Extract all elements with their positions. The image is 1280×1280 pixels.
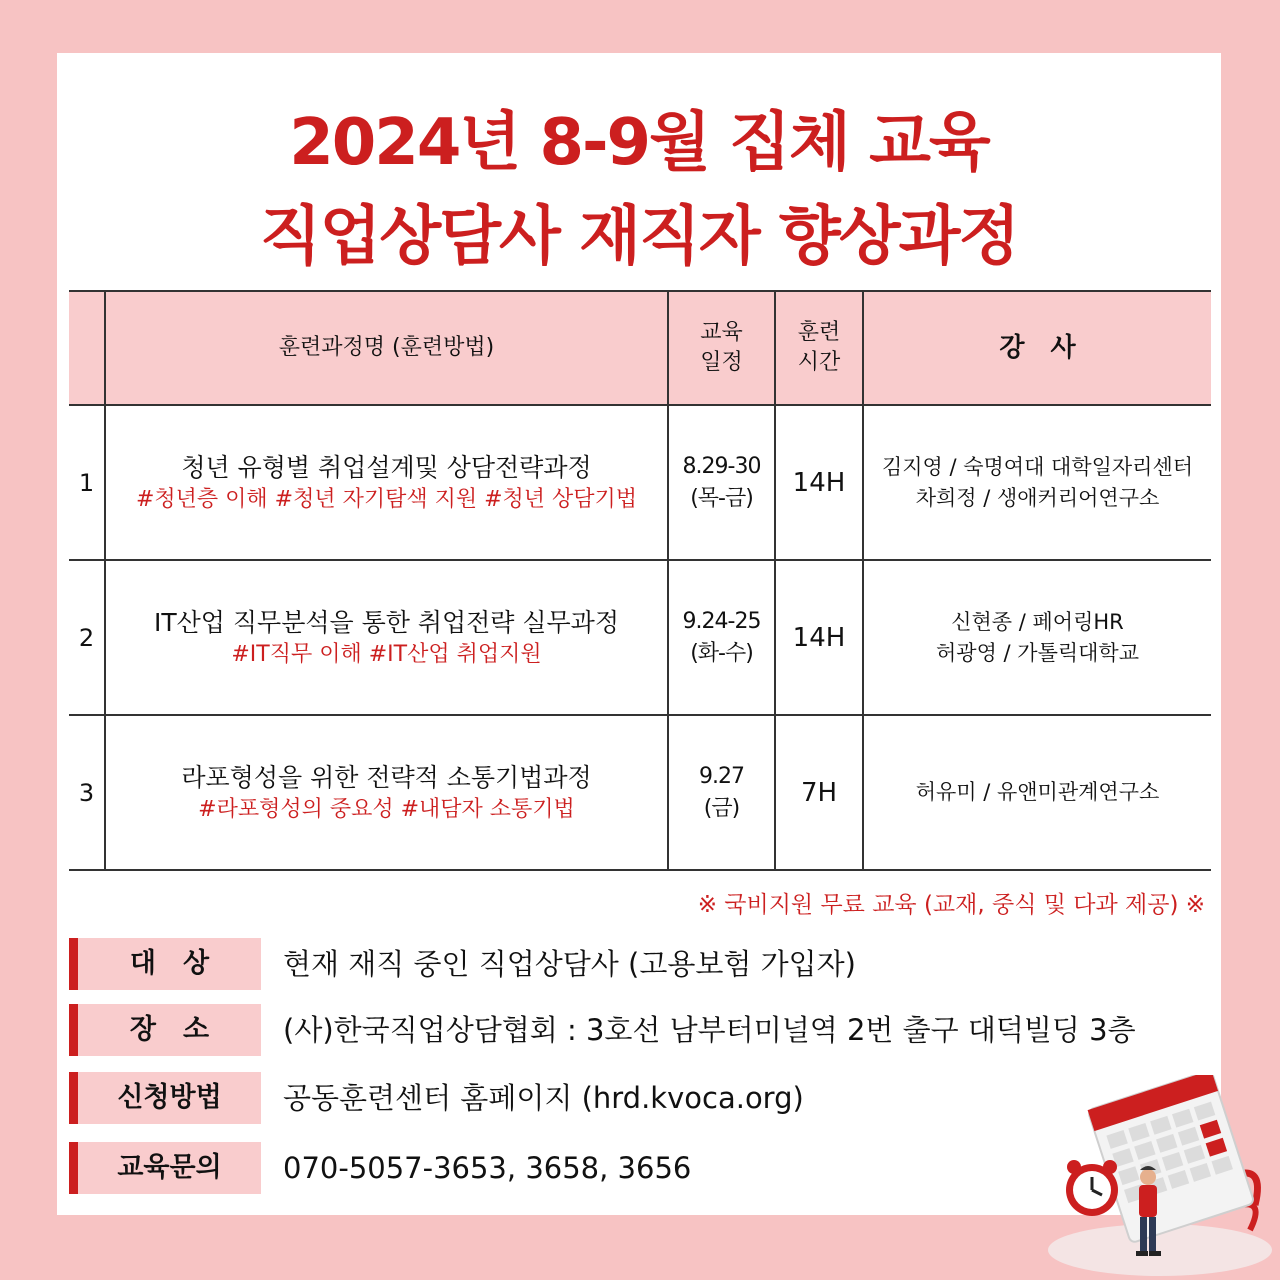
hours-cell: 7H [775, 715, 863, 870]
row-number: 2 [69, 560, 105, 715]
schedule-cell: 9.27 (금) [668, 715, 775, 870]
table-row [69, 405, 1211, 560]
calendar-clock-illustration-icon [1040, 1075, 1280, 1280]
course-cell [105, 560, 668, 715]
course-cell [105, 405, 668, 560]
course-name: 청년 유형별 취업설계및 상담전략과정 [181, 452, 592, 482]
title-line-2: 직업상담사 재직자 향상과정 [259, 200, 1019, 274]
instructor-cell: 신현종 / 페어링HR 허광영 / 가톨릭대학교 [863, 560, 1211, 715]
instructor-cell: 허유미 / 유앤미관계연구소 [863, 715, 1211, 870]
course-tags: #라포형성의 중요성 #내담자 소통기법 [198, 796, 575, 822]
course-cell [105, 715, 668, 870]
table-row [69, 560, 1211, 715]
table-row [69, 715, 1211, 870]
course-tags: #IT직무 이해 #IT산업 취업지원 [231, 641, 542, 667]
hours-cell: 14H [775, 405, 863, 560]
info-value: (사)한국직업상담협회 : 3호선 남부터미널역 2번 출구 대덕빌딩 3층 [283, 1013, 1136, 1047]
row-number: 3 [69, 715, 105, 870]
info-target [69, 938, 1219, 990]
row-number: 1 [69, 405, 105, 560]
info-value: 공동훈련센터 홈페이지 (hrd.kvoca.org) [283, 1081, 804, 1115]
header-schedule: 교육 일정 [668, 291, 775, 405]
course-name: IT산업 직무분석을 통한 취업전략 실무과정 [154, 607, 619, 637]
poster-card [57, 53, 1221, 1215]
instructor-cell: 김지영 / 숙명여대 대학일자리센터 차희정 / 생애커리어연구소 [863, 405, 1211, 560]
schedule-cell: 8.29-30 (목-금) [668, 405, 775, 560]
course-table [69, 290, 1211, 871]
header-hours: 훈련 시간 [775, 291, 863, 405]
title-line-1: 2024년 8-9월 집체 교육 [289, 106, 989, 180]
course-name: 라포형성을 위한 전략적 소통기법과정 [181, 762, 592, 792]
info-label: 대 상 [69, 938, 261, 990]
hours-cell: 14H [775, 560, 863, 715]
header-instructor: 강 사 [863, 291, 1211, 405]
table-header-row [69, 291, 1211, 405]
header-course: 훈련과정명 (훈련방법) [105, 291, 668, 405]
header-num [69, 291, 105, 405]
info-value: 현재 재직 중인 직업상담사 (고용보험 가입자) [283, 947, 856, 981]
schedule-cell: 9.24-25 (화-수) [668, 560, 775, 715]
course-tags: #청년층 이해 #청년 자기탐색 지원 #청년 상담기법 [135, 486, 638, 512]
info-place [69, 1004, 1219, 1056]
info-value: 070-5057-3653, 3658, 3656 [283, 1151, 692, 1185]
info-label: 장 소 [69, 1004, 261, 1056]
info-label: 교육문의 [69, 1142, 261, 1194]
free-notice: ※ 국비지원 무료 교육 (교재, 중식 및 다과 제공) ※ [697, 892, 1205, 918]
info-label: 신청방법 [69, 1072, 261, 1124]
